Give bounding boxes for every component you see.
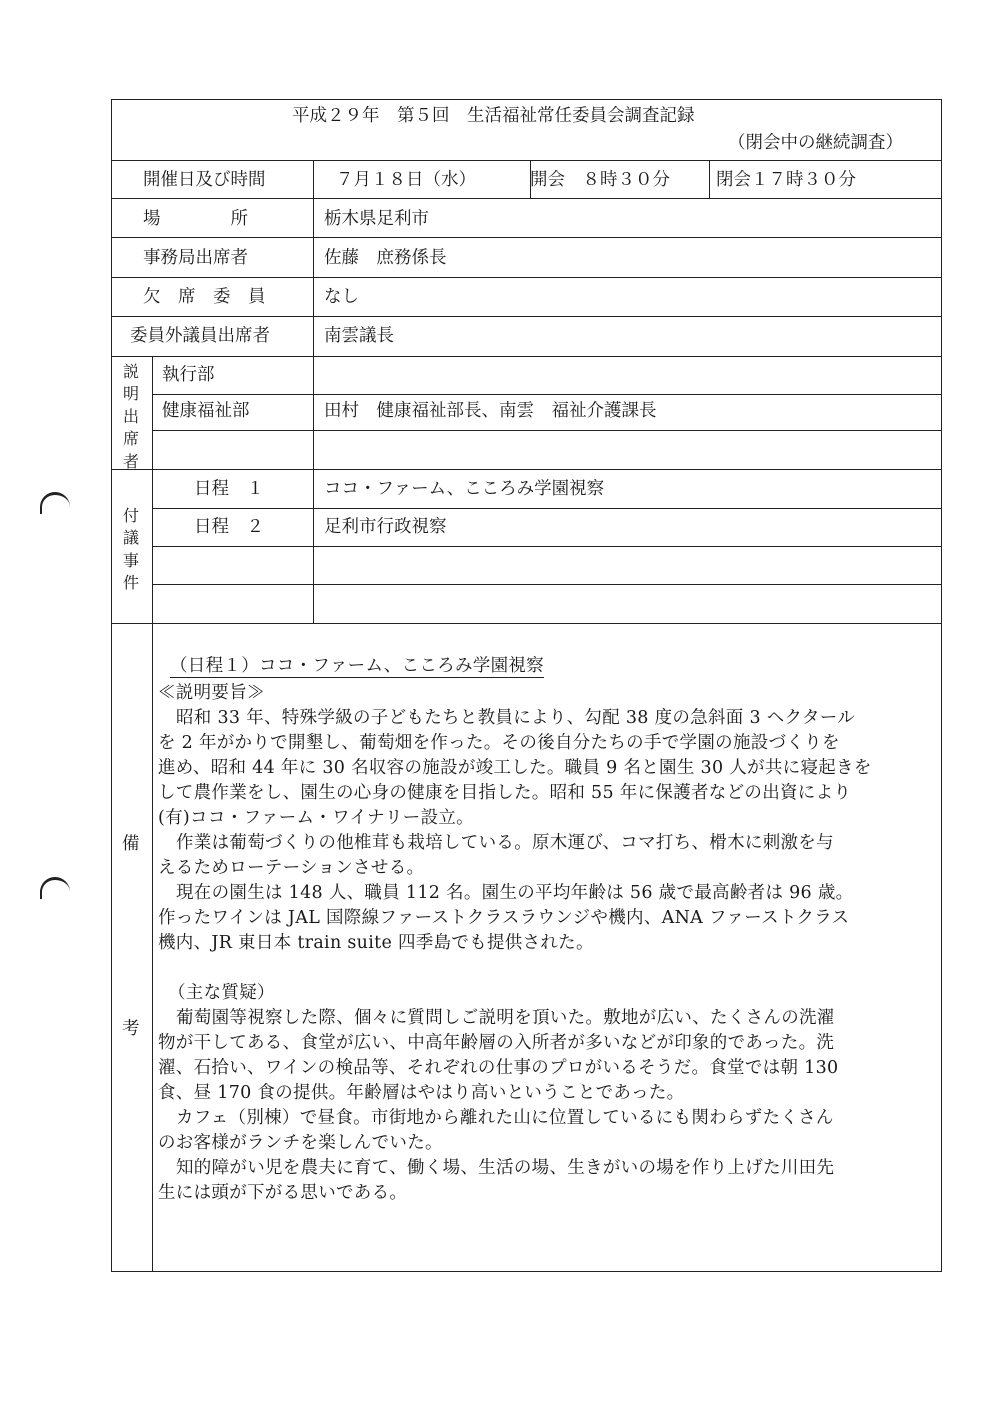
explainers-label: 説 明 出 席 者 [122, 362, 139, 471]
summary-line: 進め、昭和 44 年に 30 名収容の施設が竣工した。職員 9 名と園生 30 人が共に寝起きを [158, 758, 872, 778]
punch-hole-top [40, 492, 70, 514]
agenda-item-text: ココ・ファーム、こころみ学園視察 [324, 479, 605, 499]
summary-line: 昭和 33 年、特殊学級の子どもたちと教員により、勾配 38 度の急斜面 3 ヘクタール [176, 708, 856, 728]
explainer-dept: 執行部 [162, 365, 215, 385]
remarks-label-2: 考 [122, 1019, 140, 1039]
page-subtitle: （閉会中の継続調査） [728, 133, 903, 153]
agenda-item-label: 日程 ２ [194, 517, 264, 537]
place-label: 場 所 [143, 209, 248, 229]
summary-line: (有)ココ・ファーム・ワイナリー設立。 [158, 808, 474, 828]
qa-line: カフェ（別棟）で昼食。市街地から離れた山に位置しているにも関わらずたくさん [176, 1108, 834, 1128]
explainer-names: 田村 健康福祉部長、南雲 福祉介護課長 [324, 401, 657, 421]
remarks-body [158, 654, 948, 1206]
summary-line: 現在の園生は 148 人、職員 112 名。園生の平均年齢は 56 歳で最高齢者は 96 歳。 [176, 883, 854, 903]
qa-line: 濯、石拾い、ワインの検品等、それぞれの仕事のプロがいるそうだ。食堂では朝 130 [158, 1058, 839, 1078]
non-member-label: 委員外議員出席者 [130, 326, 270, 346]
close-time: 閉会１７時３０分 [716, 170, 856, 190]
datetime-label: 開催日及び時間 [143, 170, 266, 190]
qa-title: （主な質疑） [168, 983, 275, 1003]
punch-hole-bottom [40, 877, 70, 899]
page-title: 平成２９年 第５回 生活福祉常任委員会調査記録 [292, 106, 695, 126]
summary-line: 機内、JR 東日本 train suite 四季島でも提供された。 [158, 933, 594, 953]
agenda-label: 付 議 事 件 [122, 506, 139, 593]
remarks-label-1: 備 [122, 834, 140, 854]
qa-line: 生には頭が下がる思いである。 [158, 1183, 408, 1203]
agenda-item-text: 足利市行政視察 [324, 517, 447, 537]
qa-line: 物が干してある、食堂が広い、中高年齢層の入所者が多いなどが印象的であった。洗 [158, 1033, 835, 1053]
qa-line: 知的障がい児を農夫に育て、働く場、生活の場、生きがいの場を作り上げた川田先 [176, 1158, 835, 1178]
qa-line: のお客様がランチを楽しんでいた。 [158, 1133, 443, 1153]
qa-line: 葡萄園等視察した際、個々に質問しご説明を頂いた。敷地が広い、たくさんの洗濯 [176, 1008, 835, 1028]
absent-label: 欠 席 委 員 [143, 287, 266, 307]
meeting-date: ７月１８日（水） [336, 170, 476, 190]
explainer-dept: 健康福祉部 [162, 401, 250, 421]
absent-value: なし [324, 287, 359, 307]
qa-line: 食、昼 170 食の提供。年齢層はやはり高いということであった。 [158, 1083, 685, 1103]
remarks-heading: （日程１）ココ・ファーム、こころみ学園視察 [170, 656, 544, 676]
summary-line: えるためローテーションさせる。 [158, 858, 425, 878]
open-time: 開会 ８時３０分 [530, 170, 670, 190]
summary-title: ≪説明要旨≫ [158, 683, 265, 703]
summary-line: 作ったワインは JAL 国際線ファーストクラスラウンジや機内、ANA ファーストクラス [158, 908, 850, 928]
secretariat-label: 事務局出席者 [143, 248, 248, 268]
non-member-value: 南雲議長 [324, 326, 394, 346]
place-value: 栃木県足利市 [324, 209, 429, 229]
agenda-item-label: 日程 １ [194, 479, 264, 499]
summary-line: を 2 年がかりで開墾し、葡萄畑を作った。その後自分たちの手で学園の施設づくりを [158, 733, 840, 753]
secretariat-value: 佐藤 庶務係長 [324, 248, 447, 268]
summary-line: して農作業をし、園生の心身の健康を目指した。昭和 55 年に保護者などの出資により [158, 783, 852, 803]
summary-line: 作業は葡萄づくりの他椎茸も栽培している。原木運び、コマ打ち、榾木に刺激を与 [176, 833, 834, 853]
